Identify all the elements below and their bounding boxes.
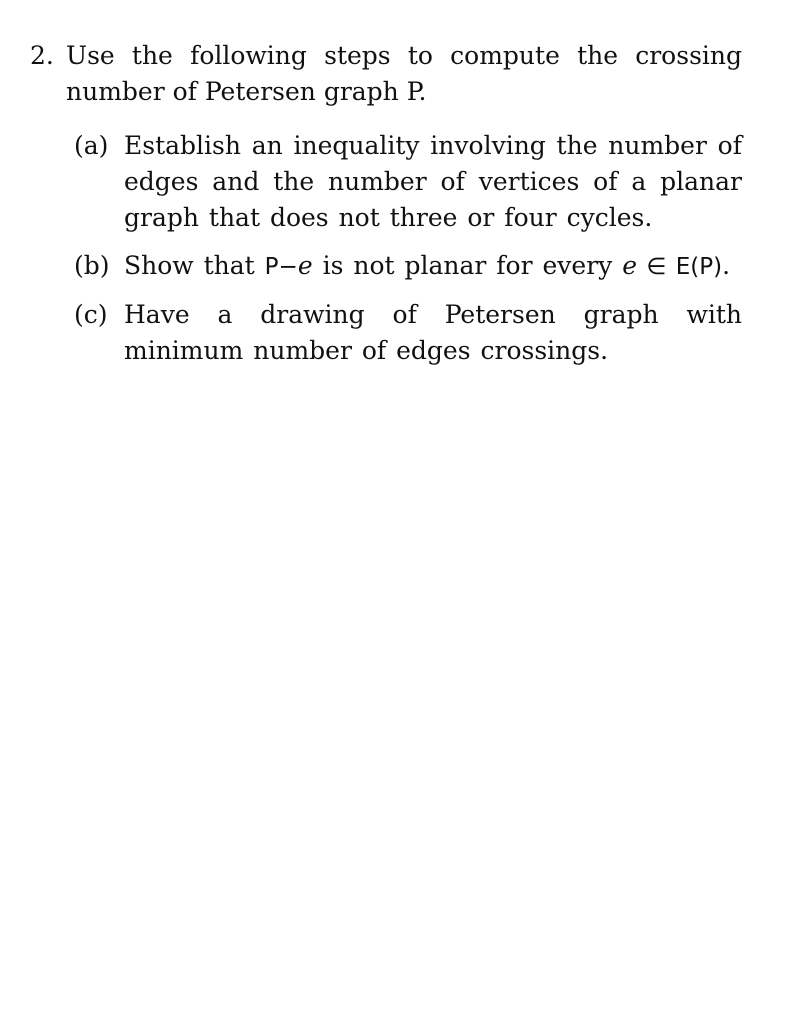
part-c-label: (c) [74, 300, 108, 329]
part-b-text-after: . [722, 251, 731, 280]
part-b-text [124, 248, 742, 285]
part-b-label: (b) [74, 251, 110, 280]
part-c [74, 297, 742, 369]
part-a-text: Establish an inequality involving the number of edges and the number of vertices of a planar graph that does not three or four cycles. [124, 131, 742, 232]
part-a [74, 128, 742, 236]
problem-parts-list [74, 128, 742, 369]
part-c-text: Have a drawing of Petersen graph with minimum number of edges crossings. [124, 300, 742, 365]
problem-block [30, 38, 742, 381]
part-b-math-edge-2: e [622, 251, 638, 280]
part-b-math-edge: e [297, 251, 313, 280]
part-a-label: (a) [74, 131, 109, 160]
problem-statement: Use the following steps to compute the crossing number of Petersen graph P. [66, 41, 742, 106]
part-b-math-edge-set: E(P) [675, 254, 723, 280]
problem-header [30, 38, 742, 110]
part-b-text-middle: is not planar for every [312, 251, 623, 280]
part-b-text-before: Show that [124, 251, 265, 280]
part-b-math-minus: − [278, 254, 298, 280]
part-b [74, 248, 742, 285]
part-b-math-graph: P [264, 254, 279, 280]
part-b-math-in: ∈ [637, 254, 676, 280]
problem-number: 2. [30, 41, 54, 70]
